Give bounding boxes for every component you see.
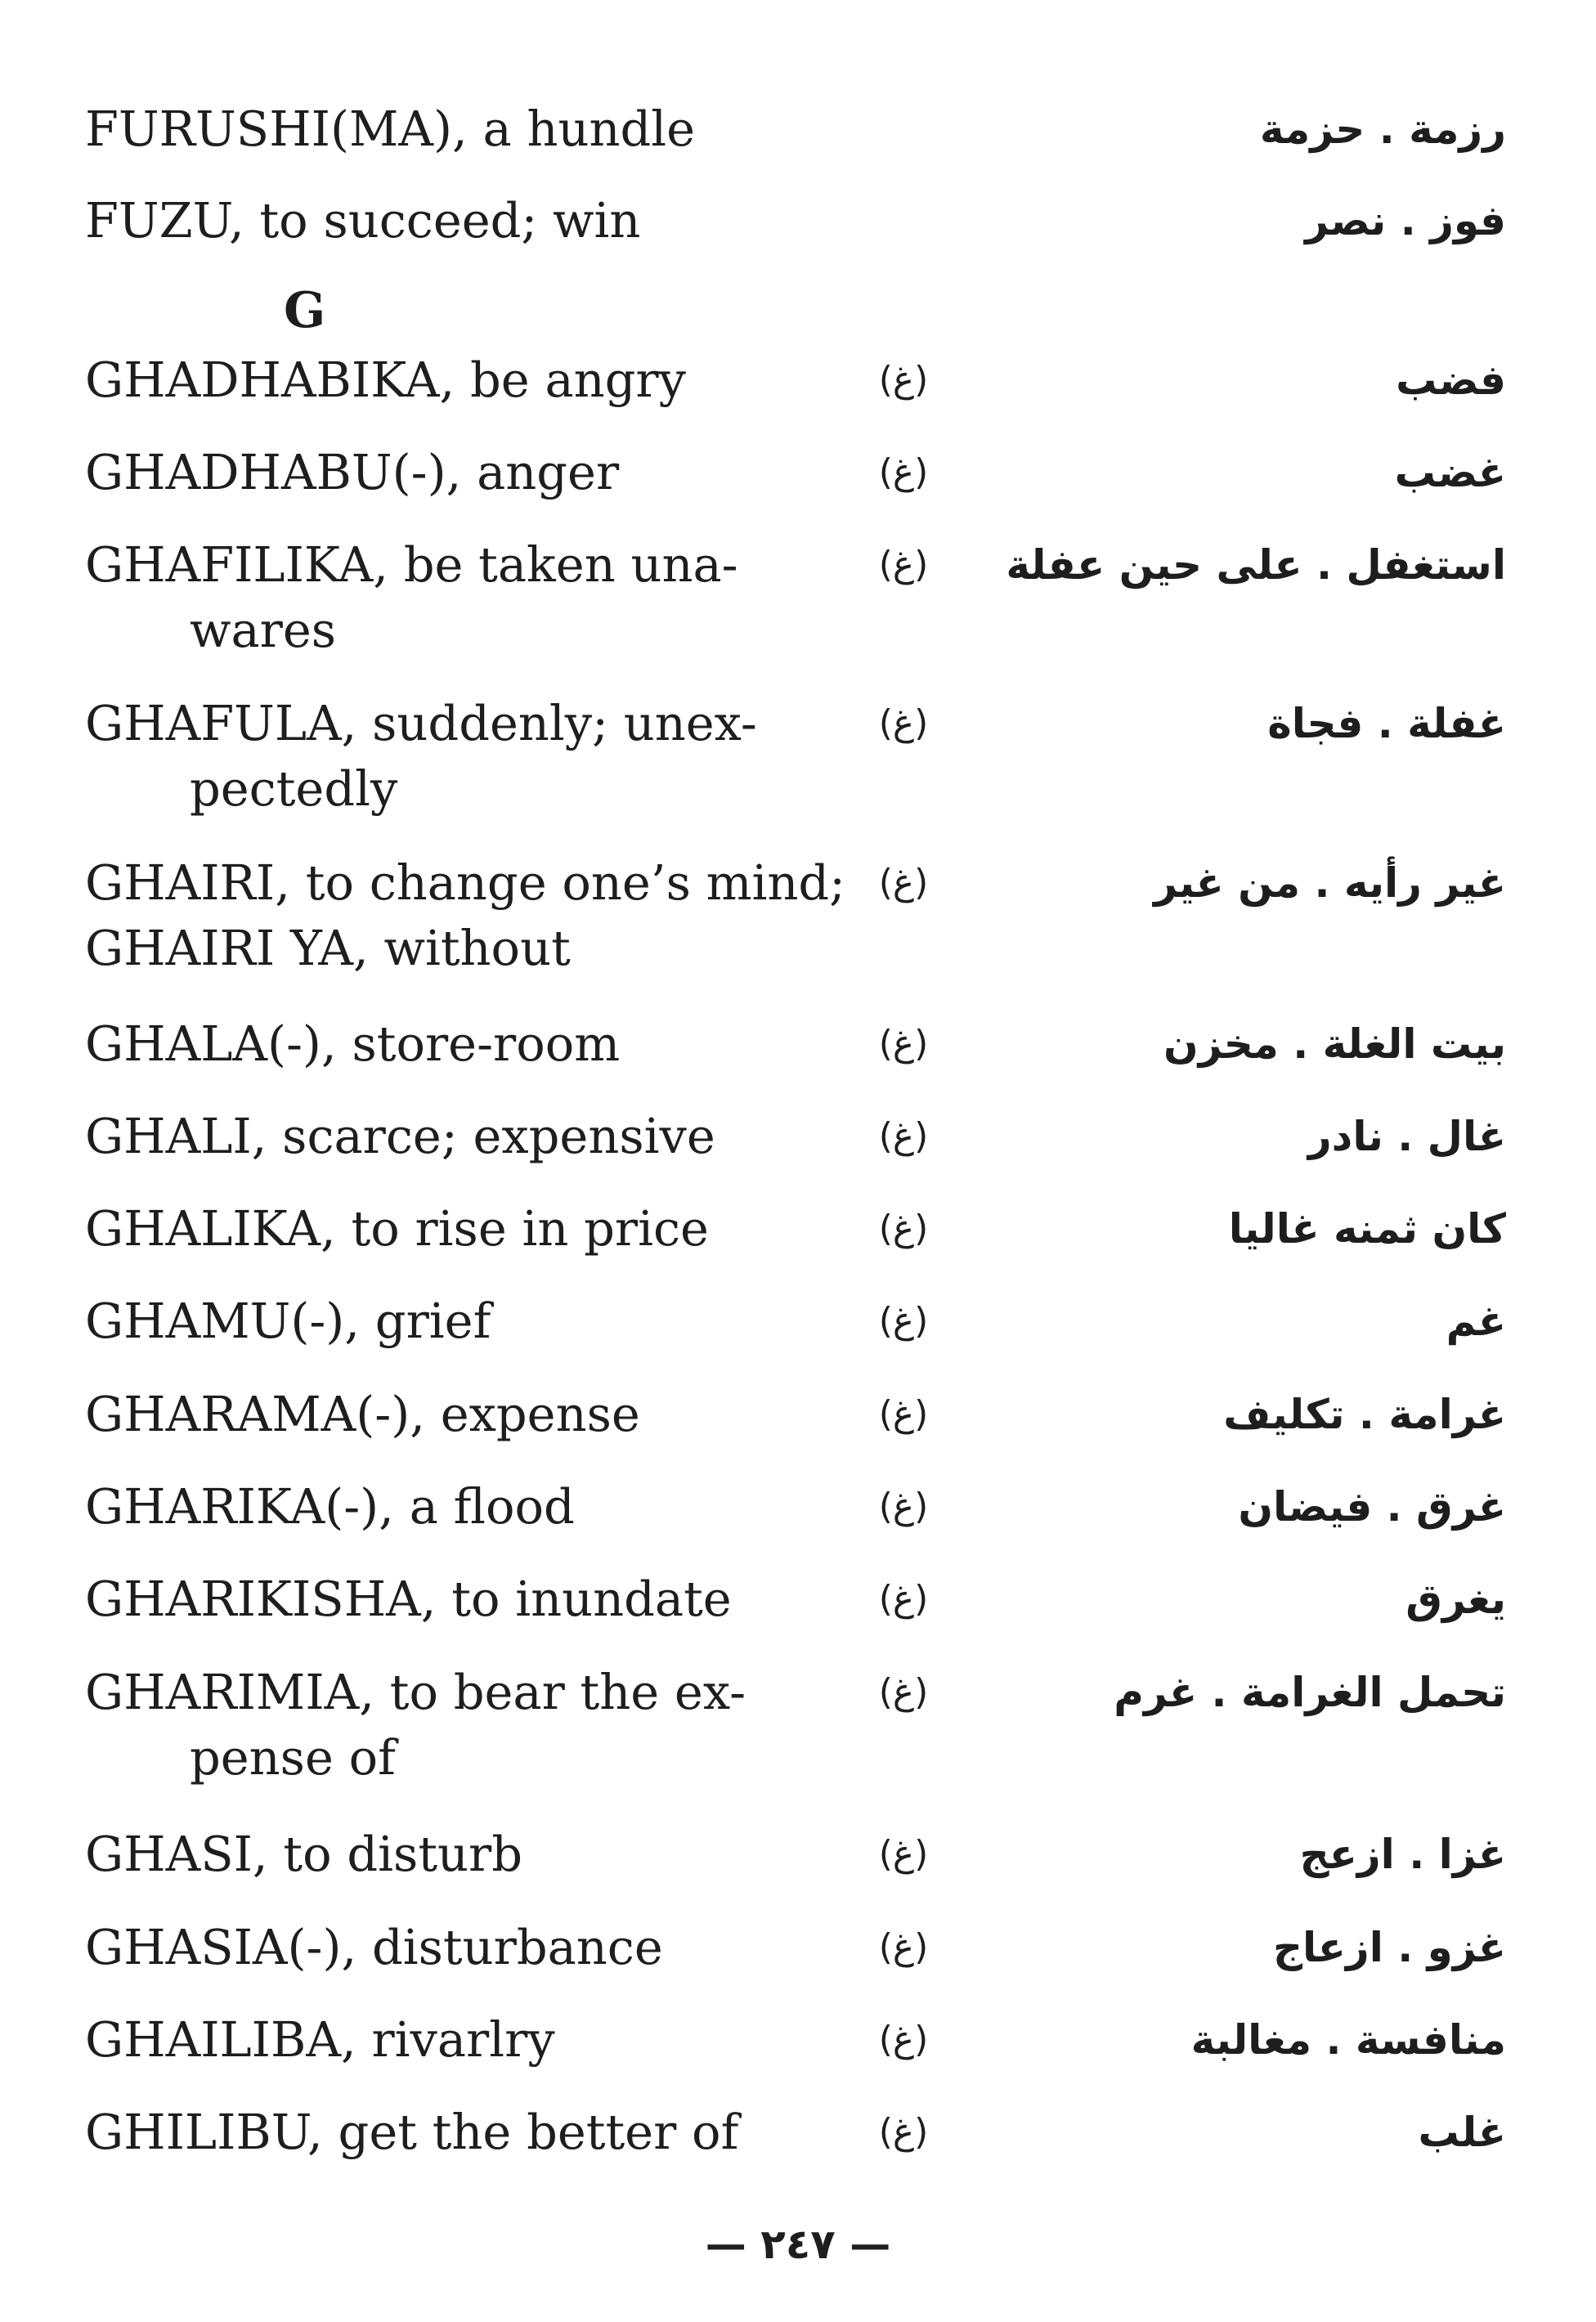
entry-arabic: رزمة . حزمة	[1259, 105, 1506, 153]
origin-tag: (غ)	[878, 1833, 929, 1875]
headword-text: GHAFULA, suddenly; unex-	[85, 695, 757, 751]
entry-arabic: غزو . ازعاج	[1272, 1924, 1506, 1971]
entry-arabic: فضب	[1396, 356, 1506, 404]
entry-arabic: بيت الغلة . مخزن	[1163, 1020, 1506, 1068]
origin-tag: (غ)	[878, 544, 929, 585]
entry-english	[85, 2100, 845, 2165]
origin-tag: (غ)	[878, 702, 929, 744]
headword-continuation: pectedly	[190, 760, 398, 817]
headword-text: GHALI, scarce; expensive	[85, 1108, 715, 1164]
headword-text: GHALA(-), store-room	[85, 1015, 621, 1072]
headword-text: GHARIMIA, to bear the ex-	[85, 1664, 746, 1720]
entry-english	[85, 1382, 845, 1447]
entry-arabic: يغرق	[1405, 1576, 1506, 1623]
origin-tag: (غ)	[878, 2019, 929, 2060]
headword-text: GHADHABU(-), anger	[85, 444, 620, 500]
origin-tag: (غ)	[878, 1671, 929, 1713]
headword-text: GHAMU(-), grief	[85, 1293, 491, 1349]
origin-tag: (غ)	[878, 1115, 929, 1157]
origin-tag: (غ)	[878, 359, 929, 401]
entry-arabic: تحمل الغرامة . غرم	[1114, 1669, 1506, 1716]
origin-tag: (غ)	[878, 862, 929, 903]
entry-arabic: غرق . فيضان	[1238, 1483, 1506, 1531]
headword-continuation: wares	[190, 602, 337, 658]
headword-text: GHILIBU, get the better of	[85, 2104, 739, 2160]
entry-english	[85, 188, 845, 253]
entry-arabic: كان ثمنه غاليا	[1228, 1205, 1506, 1253]
headword-continuation: pense of	[190, 1729, 396, 1786]
headword-text: GHAFILIKA, be taken una-	[85, 536, 738, 593]
origin-tag: (غ)	[878, 1393, 929, 1435]
entry-arabic: غضب	[1394, 449, 1506, 496]
entry-arabic: فوز . نصر	[1305, 197, 1506, 244]
origin-tag: (غ)	[878, 1208, 929, 1249]
headword-text: FUZU, to succeed; win	[85, 192, 641, 249]
headword-text: GHALIKA, to rise in price	[85, 1200, 709, 1257]
page-number: — ٢٤٧ —	[705, 2221, 891, 2268]
entry-english	[85, 347, 845, 413]
entry-arabic: منافسة . مغالبة	[1190, 2016, 1506, 2064]
entry-english	[85, 1915, 845, 1980]
entry-arabic: غرامة . تكليف	[1223, 1391, 1506, 1438]
origin-tag: (غ)	[878, 1300, 929, 1342]
section-letter: G	[284, 282, 326, 339]
headword-text: GHAIRI, to change one’s mind;	[85, 854, 846, 911]
entry-arabic: غال . نادر	[1307, 1113, 1506, 1160]
entry-english	[85, 1104, 845, 1169]
entry-english	[85, 96, 845, 162]
entry-english	[85, 532, 845, 663]
entry-arabic: غلب	[1418, 2109, 1506, 2156]
entry-arabic: غير رأيه . من غير	[1154, 859, 1506, 907]
headword-text: GHAILIBA, rivarlry	[85, 2011, 555, 2068]
headword-continuation: GHAIRI YA, without	[85, 920, 571, 976]
origin-tag: (غ)	[878, 2111, 929, 2153]
entry-english	[85, 1289, 845, 1354]
entry-arabic: غزا . ازعج	[1299, 1831, 1506, 1878]
origin-tag: (غ)	[878, 1486, 929, 1527]
entry-arabic: غم	[1446, 1298, 1506, 1345]
origin-tag: (غ)	[878, 1926, 929, 1968]
origin-tag: (غ)	[878, 1023, 929, 1065]
entry-english	[85, 2007, 845, 2073]
entry-english	[85, 1196, 845, 1262]
headword-text: GHADHABIKA, be angry	[85, 352, 686, 408]
entry-arabic: استغفل . على حين عفلة	[1006, 541, 1506, 589]
headword-text: GHASI, to disturb	[85, 1826, 523, 1882]
entry-arabic: غفلة . فجاة	[1267, 700, 1506, 747]
headword-text: GHARAMA(-), expense	[85, 1386, 640, 1442]
entry-english	[85, 440, 845, 505]
entry-english	[85, 1011, 845, 1077]
origin-tag: (غ)	[878, 451, 929, 493]
entry-english	[85, 1660, 845, 1791]
entry-english	[85, 1567, 845, 1632]
headword-text: GHARIKISHA, to inundate	[85, 1571, 732, 1627]
entry-english	[85, 691, 845, 822]
entry-english	[85, 1822, 845, 1887]
headword-text: GHARIKA(-), a flood	[85, 1478, 575, 1535]
headword-text: FURUSHI(MA), a hundle	[85, 101, 696, 157]
origin-tag: (غ)	[878, 1578, 929, 1620]
headword-text: GHASIA(-), disturbance	[85, 1919, 663, 1975]
entry-english	[85, 1474, 845, 1540]
entry-english	[85, 850, 845, 981]
